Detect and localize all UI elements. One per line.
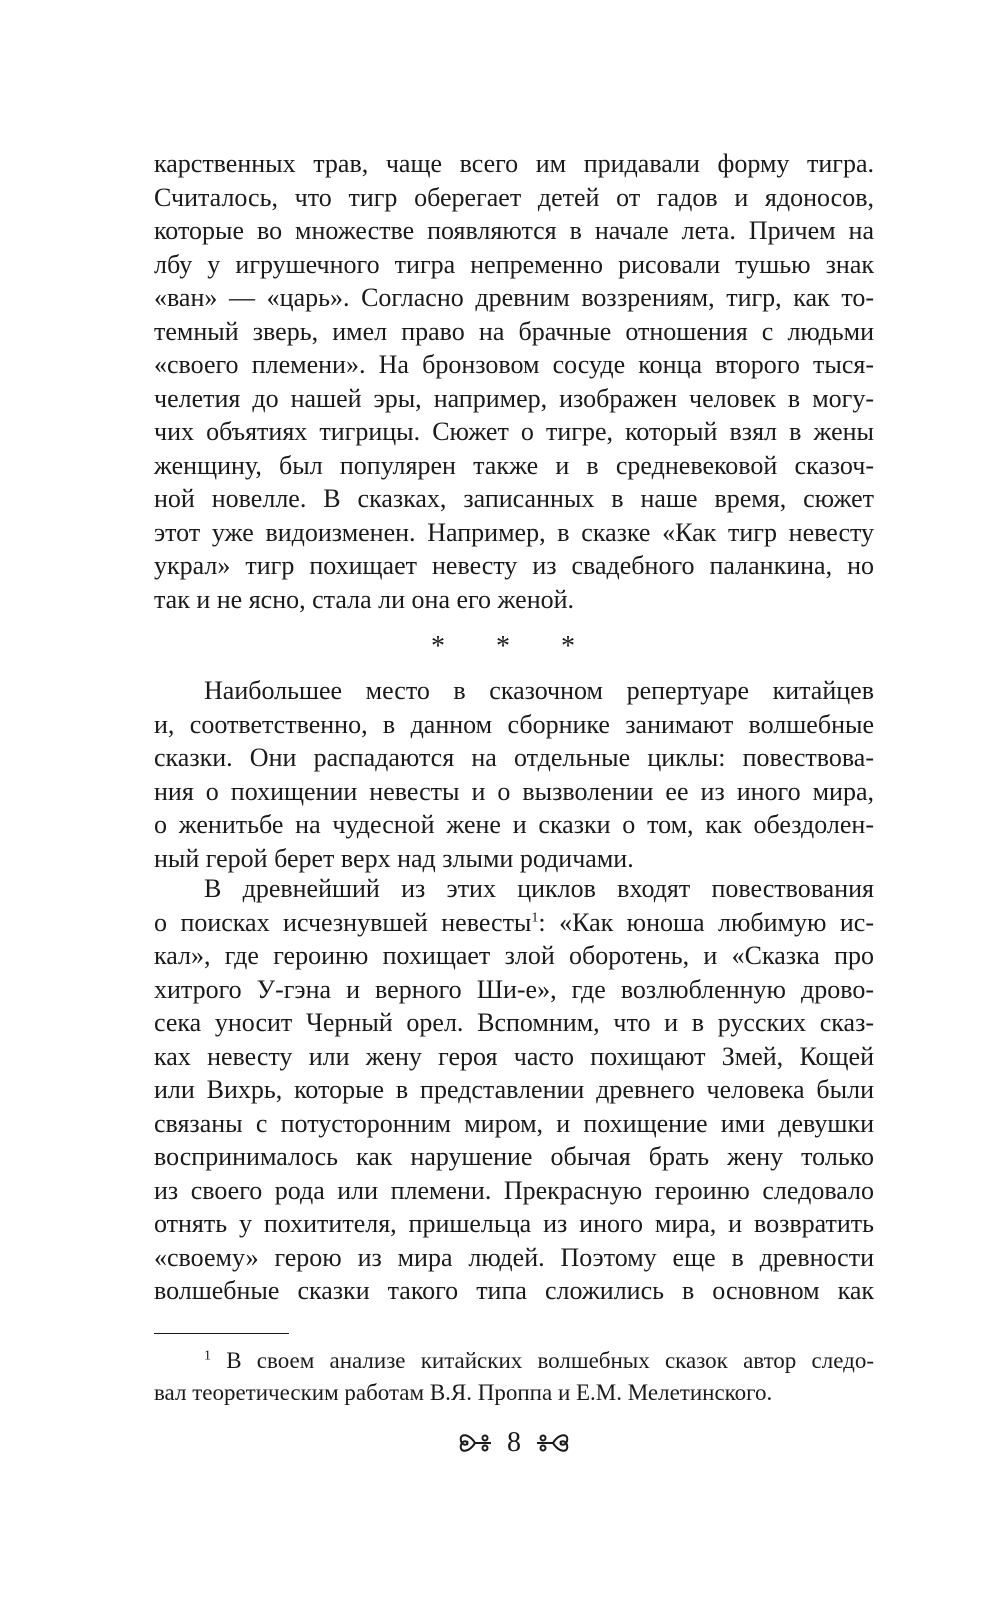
text-line: связаны с потусторонним миром, и похищение ими девушки (154, 1108, 874, 1138)
text-line: так и не ясно, стала ли она его женой. (154, 584, 575, 614)
page-number: 8 (507, 1427, 521, 1458)
text-line: и, соответственно, в данном сборнике занимают волшебные (154, 709, 874, 739)
text-line: которые во множестве появляются в начале лета. Причем на (154, 216, 874, 245)
text-line: лбу у игрушечного тигра непременно рисовали тушью знак (154, 249, 874, 279)
paragraph-3 (154, 872, 874, 1308)
text-line: «своего племени». На бронзовом сосуде конца второго тыся- (154, 350, 874, 379)
text-line: В древнейший из этих циклов входят повествования (204, 874, 874, 903)
text-line: карственных трав, чаще всего им придавали форму тигра. (154, 149, 874, 178)
text-line: кал», где героиню похищает злой оборотень, и «Сказка про (154, 941, 874, 970)
paragraph-2 (154, 674, 874, 875)
text-line: сека уносит Черный орел. Вспомним, что и в русских сказ- (154, 1008, 874, 1037)
text-line: «своему» герою из мира людей. Поэтому еще в древности (154, 1242, 874, 1272)
text-fragment: : «Как юноша любимую ис- (538, 907, 874, 937)
footnote-marker: 1 (204, 1348, 211, 1364)
right-flourish-icon (533, 1429, 573, 1457)
paragraph-3-continuation (154, 939, 874, 1308)
text-line: ный герой берет верх над злыми родичами. (154, 843, 634, 873)
text-line: этот уже видоизменен. Например, в сказке «Как тигр невесту (154, 517, 874, 547)
text-line: Наибольшее место в сказочном репертуаре китайцев (204, 676, 874, 705)
footnote-divider (154, 1333, 289, 1334)
footnote-reference[interactable]: 1 (531, 909, 539, 925)
text-line: украл» тигр похищает невесту из свадебного паланкина, но (154, 551, 874, 580)
paragraph-1 (154, 147, 874, 616)
section-break: * * * (431, 631, 597, 662)
text-line: или Вихрь, которые в представлении древнего человека были (154, 1075, 874, 1104)
text-fragment: о поисках исчезнувшей невесты (154, 907, 532, 937)
text-line: о женитьбе на чудесной жене и сказки о том, как обездолен- (154, 810, 874, 839)
text-line: Считалось, что тигр оберегает детей от гадов и ядоносов, (154, 182, 874, 212)
text-line: отнять у похитителя, пришельца из иного мира, и возвратить (154, 1209, 874, 1238)
text-line: женщину, был популярен также и в средневековой сказоч- (154, 450, 874, 480)
footnote (154, 1345, 874, 1409)
text-line: ной новелле. В сказках, записанных в наше время, сюжет (154, 484, 874, 513)
text-line: хитрого У-гэна и верного Ши-е», где возлюбленную дрово- (154, 974, 874, 1004)
footnote-text: В своем анализе китайских волшебных сказок автор следо- (211, 1348, 874, 1373)
text-line: чих объятиях тигрицы. Сюжет о тигре, который взял в жены (154, 417, 874, 446)
text-line: воспринималось как нарушение обычая брать жену только (154, 1142, 874, 1171)
text-line: челетия до нашей эры, например, изображен человек в могу- (154, 383, 874, 413)
text-line: волшебные сказки такого типа сложились в основном как (154, 1276, 874, 1305)
text-line (154, 906, 874, 940)
footnote-line: вал теоретическим работам В.Я. Проппа и Е.М. Мелетинского. (154, 1380, 773, 1405)
left-flourish-icon (455, 1429, 495, 1457)
text-line: из своего рода или племени. Прекрасную героиню следовало (154, 1175, 874, 1205)
text-line: темный зверь, имел право на брачные отношения с людьми (154, 316, 874, 346)
footnote-line (154, 1345, 874, 1377)
text-line: ках невесту или жену героя часто похищают Змей, Кощей (154, 1041, 874, 1071)
text-line: «ван» — «царь». Согласно древним воззрениям, тигр, как то- (154, 283, 874, 312)
page-footer (154, 1423, 874, 1463)
text-line: сказки. Они распадаются на отдельные циклы: повествова- (154, 743, 874, 772)
text-line: ния о похищении невесты и о вызволении ее из иного мира, (154, 776, 874, 806)
